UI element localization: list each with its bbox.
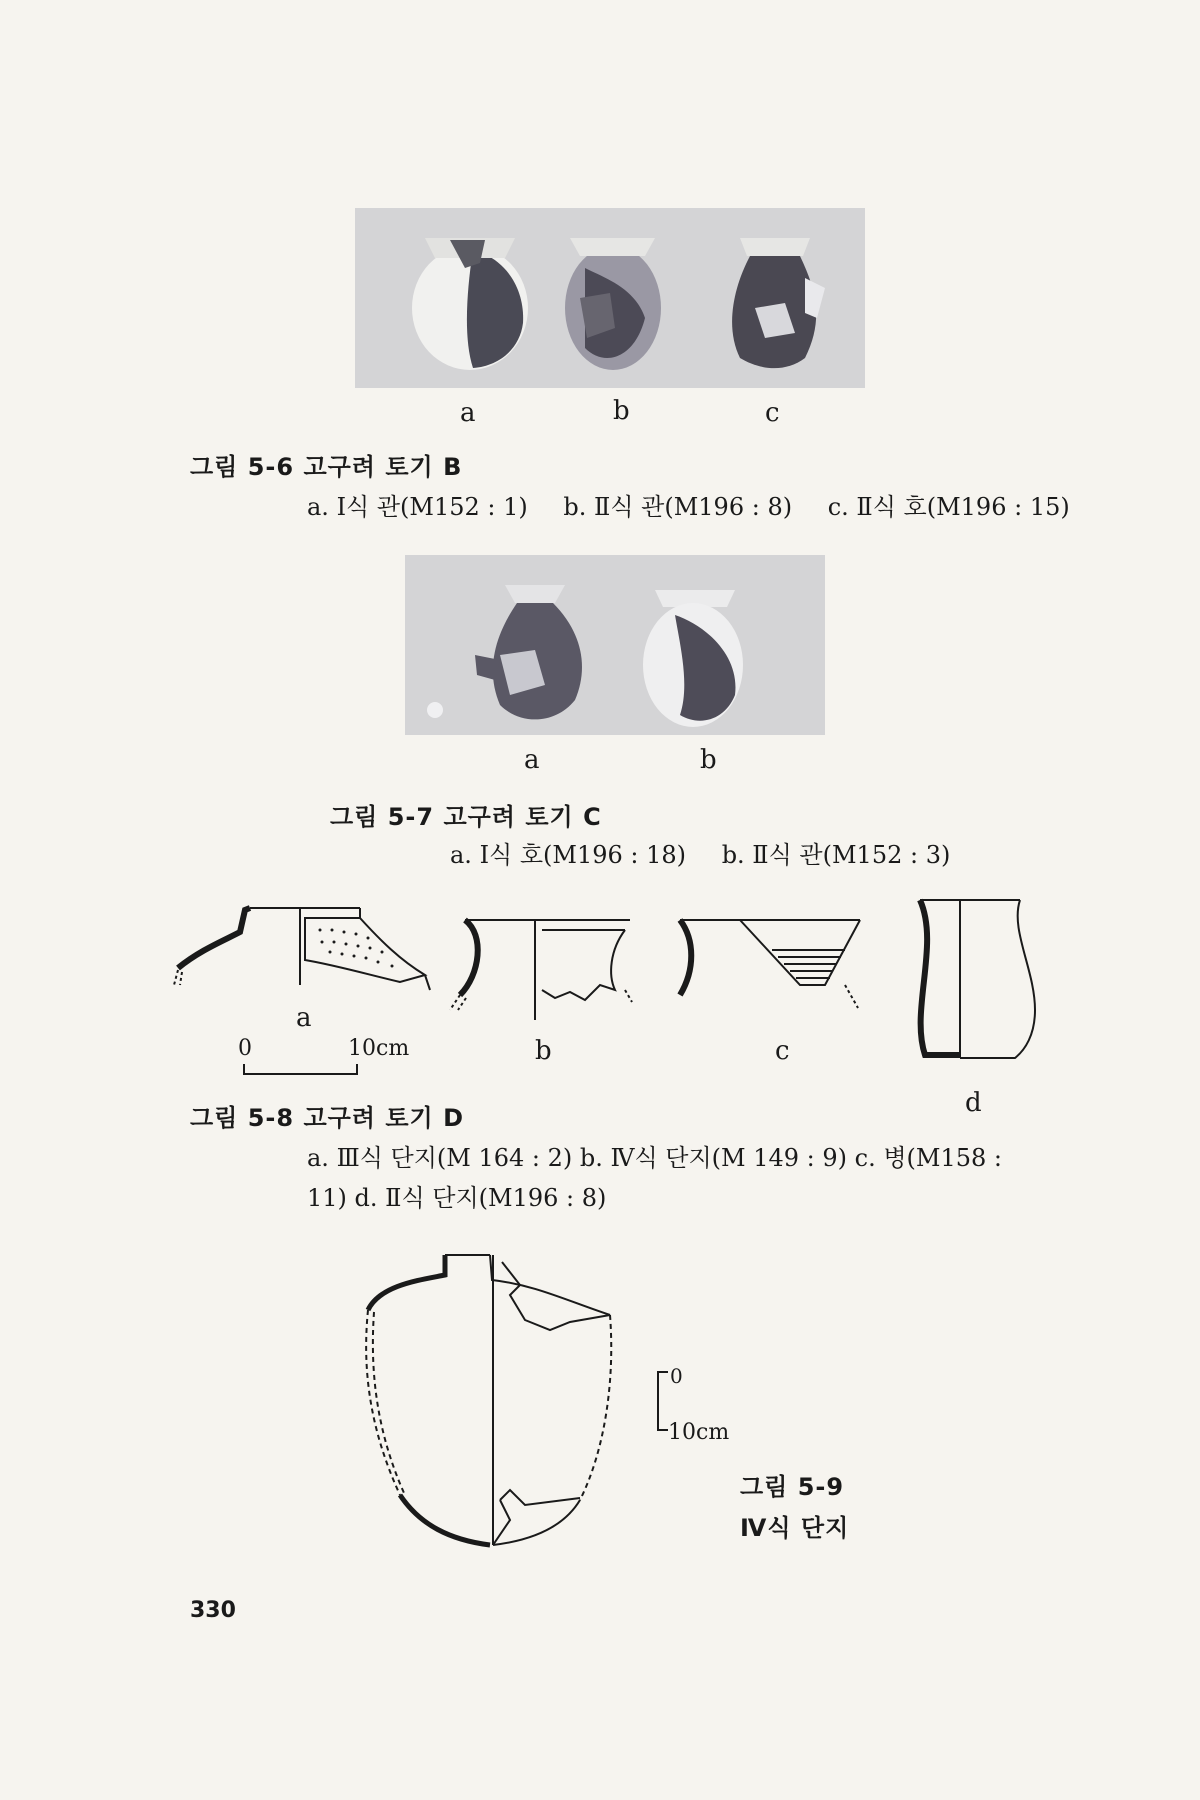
fig56-photo bbox=[355, 208, 865, 388]
fig58-label-d: d bbox=[965, 1088, 982, 1118]
fig58-caption-title: 그림 5-8 고구려 토기 D bbox=[190, 1104, 464, 1132]
fig59-caption-subtitle: Ⅳ식 단지 bbox=[740, 1514, 850, 1542]
fig59-caption-title: 그림 5-9 bbox=[740, 1473, 845, 1501]
fig58-caption-line1: a. Ⅲ식 단지(M 164 : 2) b. Ⅳ식 단지(M 149 : 9) c. 병(M158 : bbox=[307, 1144, 1002, 1172]
fig57-caption-title: 그림 5-7 고구려 토기 C bbox=[330, 803, 602, 831]
fig59-drawing bbox=[360, 1250, 620, 1550]
fig58-caption-line2: 11) d. Ⅱ식 단지(M196 : 8) bbox=[307, 1184, 607, 1212]
fig58-scale-bar bbox=[242, 1062, 362, 1078]
fig57-photo bbox=[405, 555, 825, 735]
fig57-label-a: a bbox=[524, 745, 540, 775]
fig59-body-right-dashed bbox=[580, 1315, 611, 1500]
fig58-label-b: b bbox=[535, 1036, 552, 1066]
fig57-label-b: b bbox=[700, 745, 717, 775]
fig56-item-a: a. Ⅰ식 관(M152 : 1) bbox=[307, 493, 528, 521]
fig59-body-left-dashed bbox=[366, 1310, 400, 1495]
fig57-caption-items bbox=[450, 835, 978, 870]
fig56-item-c: c. Ⅱ식 호(M196 : 15) bbox=[827, 493, 1070, 521]
fig56-label-b: b bbox=[613, 396, 630, 426]
fig58-drawings bbox=[170, 890, 1050, 1090]
page-number: 330 bbox=[190, 1598, 236, 1623]
fig58-scale-max: 10cm bbox=[348, 1036, 410, 1061]
fig58-vessel-d bbox=[920, 900, 1035, 1058]
fig58-vessel-a-dots bbox=[319, 929, 394, 968]
fig56-caption-items bbox=[307, 487, 1098, 522]
fig58-scale-zero: 0 bbox=[238, 1036, 252, 1061]
fig59-rim-thick bbox=[368, 1255, 445, 1310]
fig58-vessel-a bbox=[174, 908, 430, 990]
fig58-label-c: c bbox=[775, 1036, 790, 1066]
fig58-vessel-b bbox=[450, 920, 632, 1020]
fig58-label-a: a bbox=[296, 1003, 312, 1033]
fig57-item-a: a. Ⅰ식 호(M196 : 18) bbox=[450, 841, 687, 869]
fig56-caption-title: 그림 5-6 고구려 토기 B bbox=[190, 453, 463, 481]
fig56-label-c: c bbox=[765, 398, 780, 428]
fig56-item-b: b. Ⅱ식 관(M196 : 8) bbox=[563, 493, 793, 521]
fig56-label-a: a bbox=[460, 398, 476, 428]
fig59-base-thick bbox=[400, 1495, 490, 1545]
fig57-item-b: b. Ⅱ식 관(M152 : 3) bbox=[721, 841, 951, 869]
fig56-pottery-image bbox=[355, 208, 865, 388]
fig59-scale-zero: 0 bbox=[670, 1364, 683, 1388]
fig57-pottery-image bbox=[405, 555, 825, 735]
fig59-scale-max: 10cm bbox=[668, 1420, 730, 1445]
fig58-vessel-c bbox=[680, 920, 860, 1008]
